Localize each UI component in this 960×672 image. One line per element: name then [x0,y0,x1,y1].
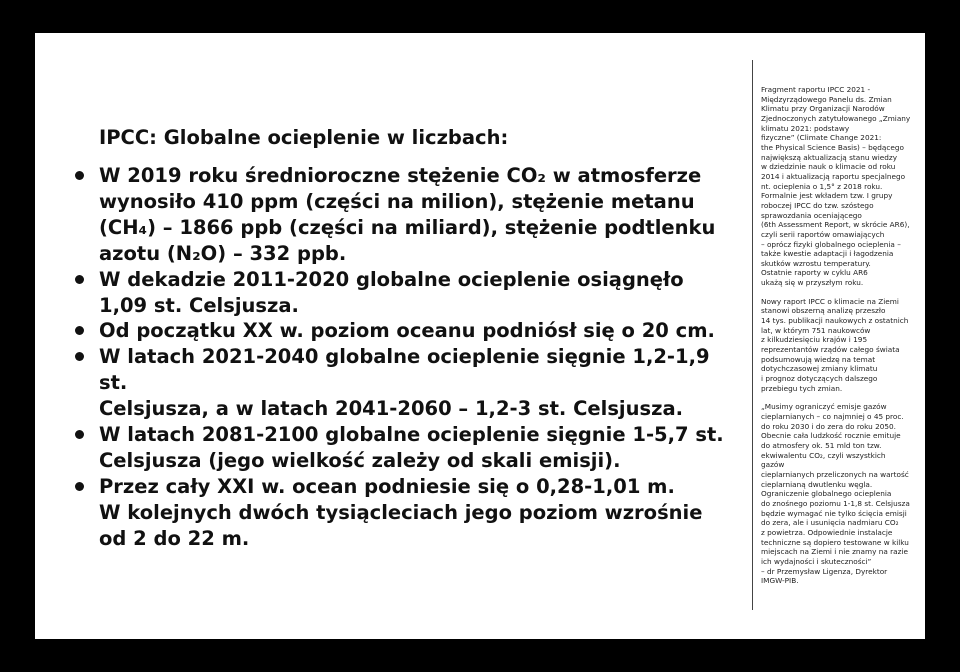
bullet-text: W latach 2081-2100 globalne ocieplenie sięgnie 1-5,7 st. Celsjusza (jego wielkość zależy od skali emisji). [99,423,724,472]
bullet-text: Od początku XX w. poziom oceanu podniósł się o 20 cm. [99,319,715,343]
slide [35,33,925,639]
bullet-item [99,267,739,319]
main-content [99,125,739,552]
page-title: IPCC: Globalne ocieplenie w liczbach: [99,126,509,149]
bullet-text: Przez cały XXI w. ocean podniesie się o 0,28-1,01 m. W kolejnych dwóch tysiącleciach jego poziom wzrośnie od 2 do 22 m. [99,474,703,550]
bullet-item [99,422,739,474]
bullet-icon [75,171,84,180]
bullet-text: W dekadzie 2011-2020 globalne ocieplenie osiągnęło 1,09 st. Celsjusza. [99,267,684,317]
bullet-text: W latach 2021-2040 globalne ocieplenie sięgnie 1,2-1,9 st. Celsjusza, a w latach 2041-2060 – 1,2-3 st. Celsjusza. [99,345,710,421]
bullet-item [99,318,739,344]
bullet-text: W 2019 roku średnioroczne stężenie CO₂ w atmosferze wynosiło 410 ppm (części na milion), stężenie metanu (CH₄) – 1866 ppb (części na miliard), stężenie podtlenku azotu (N₂O) – 332 ppb. [99,164,716,265]
bullet-item [99,163,739,267]
vertical-divider [752,60,753,610]
sidebar-notes [761,85,911,595]
bullet-icon [75,352,84,361]
bullet-icon [75,326,84,335]
bullet-item [99,474,739,552]
bullet-list [99,163,739,552]
bullet-icon [75,482,84,491]
bullet-icon [75,430,84,439]
sidebar-quote: „Musimy ograniczyć emisje gazów cieplarnianych – co najmniej o 45 proc. do roku 2030 i do zera do roku 2050. Obecnie cała ludzkość rocznie emituje do atmosfery ok. 51 mld ton tzw. ekwiwalentu CO₂, czyli wszystkich gazów cieplarnianych przeliczonych na wartość cieplarnianą dwutlenku węgla. Ograniczenie globalnego ocieplenia do znośnego poziomu 1-1,8 st. Celsjusza będzie wymagać nie tylko ścięcia emisji do zera, ale i usunięcia nadmiaru CO₂ z powietrza. Odpowiednie instalacje techniczne są dopiero testowane w kilku miejscach na Ziemi i nie znamy na razie ich wydajności i skuteczności” – dr Przemysław Ligenza, Dyrektor IMGW-PIB. [761,402,910,586]
sidebar-paragraph: Nowy raport IPCC o klimacie na Ziemi stanowi obszerną analizę przeszło 14 tys. publikacji naukowych z ostatnich lat, w którym 751 naukowców z kilkudziesięciu krajów i 195 reprezentantów rządów całego świata podsumowują wiedzę na temat dotychczasowej zmiany klimatu i prognoz dotyczących dalszego przebiegu tych zmian. [761,296,909,393]
sidebar-paragraph: Fragment raportu IPCC 2021 - Międzyrządowego Panelu ds. Zmian Klimatu przy Organizacji Narodów Zjednoczonych zatytułowanego „Zmiany klimatu 2021: podstawy fizyczne” (Climate Change 2021: the Physical Science Basis) – będącego największą aktualizacją stanu wiedzy w dziedzinie nauk o klimacie od roku 2014 i aktualizacją raportu specjalnego nt. ocieplenia o 1,5° z 2018 roku. Formalnie jest wkładem tzw. I grupy roboczej IPCC do tzw. szóstego sprawozdania oceniającego (6th Assessment Report, w skrócie AR6), czyli serii raportów omawiających – oprócz fizyki globalnego ocieplenia – także kwestie adaptacji i łagodzenia skutków wzrostu temperatury. Ostatnie raporty w cyklu AR6 ukażą się w przyszłym roku. [761,85,911,288]
bullet-icon [75,275,84,284]
bullet-item [99,344,739,422]
